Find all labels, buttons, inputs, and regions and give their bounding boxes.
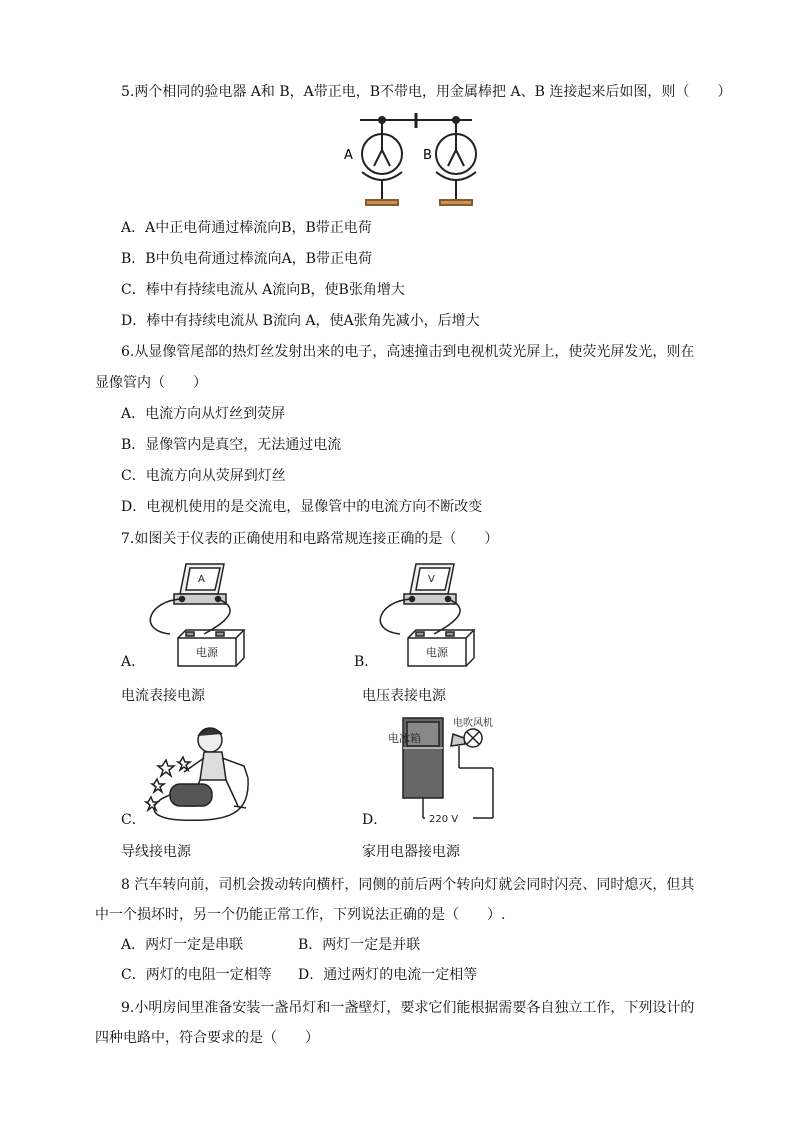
q6-stem-line1: 6.从显像管尾部的热灯丝发射出来的电子，高速撞击到电视机荧光屏上，使荧光屏发光，则在 (121, 344, 695, 360)
short-circuit-figure (140, 722, 270, 827)
q7-option-d-caption: 家用电器接电源 (362, 844, 460, 860)
ammeter-figure (140, 560, 260, 670)
q5-option-b: B．B中负电荷通过棒流向A，B带正电荷 (121, 251, 372, 267)
q7-option-d-letter: D． (362, 812, 388, 828)
q7-option-a-letter: A． (121, 654, 146, 670)
q5-option-c: C．棒中有持续电流从 A流向B，使B张角增大 (121, 282, 405, 298)
q8-stem-line1: 8 汽车转向前，司机会拨动转向横杆，同侧的前后两个转向灯就会同时闪亮、同时熄灭，但其 (121, 877, 695, 893)
q6-option-b: B．显像管内是真空，无法通过电流 (121, 437, 342, 453)
dryer-label: 电吹风机 (453, 718, 493, 729)
q5-stem: 5.两个相同的验电器 A和 B，A带正电，B不带电，用金属棒把 A、B 连接起来后如图，则（ ） (121, 84, 732, 100)
q7-stem: 7.如图关于仪表的正确使用和电路常规连接正确的是（ ） (121, 531, 499, 547)
q6-option-a: A．电流方向从灯丝到荧屏 (121, 406, 286, 422)
q7-option-c-caption: 导线接电源 (121, 844, 191, 860)
q8-stem-line2: 中一个损坏时，另一个仍能正常工作，下列说法正确的是（ ）. (95, 907, 506, 923)
q8-option-b: B．两灯一定是并联 (298, 937, 421, 953)
q6-stem-line2: 显像管内（ ） (95, 375, 207, 391)
appliances-circuit-figure (385, 712, 500, 832)
q8-option-d: D．通过两灯的电流一定相等 (298, 967, 478, 983)
fridge-label-1: 电冰箱 (388, 732, 421, 745)
q7-option-b-caption: 电压表接电源 (362, 688, 446, 704)
q6-option-d: D．电视机使用的是交流电，显像管中的电流方向不断改变 (121, 499, 483, 515)
q7-option-b-letter: B． (354, 654, 379, 670)
figure-label-b: B (423, 148, 432, 163)
voltage-label: 220 V (429, 814, 459, 825)
q6-option-c: C．电流方向从荧屏到灯丝 (121, 468, 286, 484)
q7-option-a-caption: 电流表接电源 (121, 688, 205, 704)
electroscope-figure (340, 112, 490, 210)
power-box-label-b: 电源 (426, 646, 448, 659)
figure-label-a: A (344, 148, 353, 163)
q9-stem-line2: 四种电路中，符合要求的是（ ） (95, 1030, 319, 1046)
power-box-label-a: 电源 (196, 646, 218, 659)
svg-text:A: A (198, 574, 205, 585)
voltmeter-figure (370, 560, 490, 670)
q5-option-a: A．A中正电荷通过棒流向B，B带正电荷 (121, 220, 372, 236)
q8-option-c: C．两灯的电阻一定相等 (121, 967, 272, 983)
q9-stem-line1: 9.小明房间里准备安装一盏吊灯和一盏壁灯，要求它们能根据需要各自独立工作，下列设计的 (121, 1000, 695, 1016)
q8-option-a: A．两灯一定是串联 (121, 937, 244, 953)
q7-option-c-letter: C． (121, 812, 146, 828)
svg-text:V: V (428, 574, 435, 585)
q5-option-d: D．棒中有持续电流从 B流向 A，使A张角先减小，后增大 (121, 313, 480, 329)
